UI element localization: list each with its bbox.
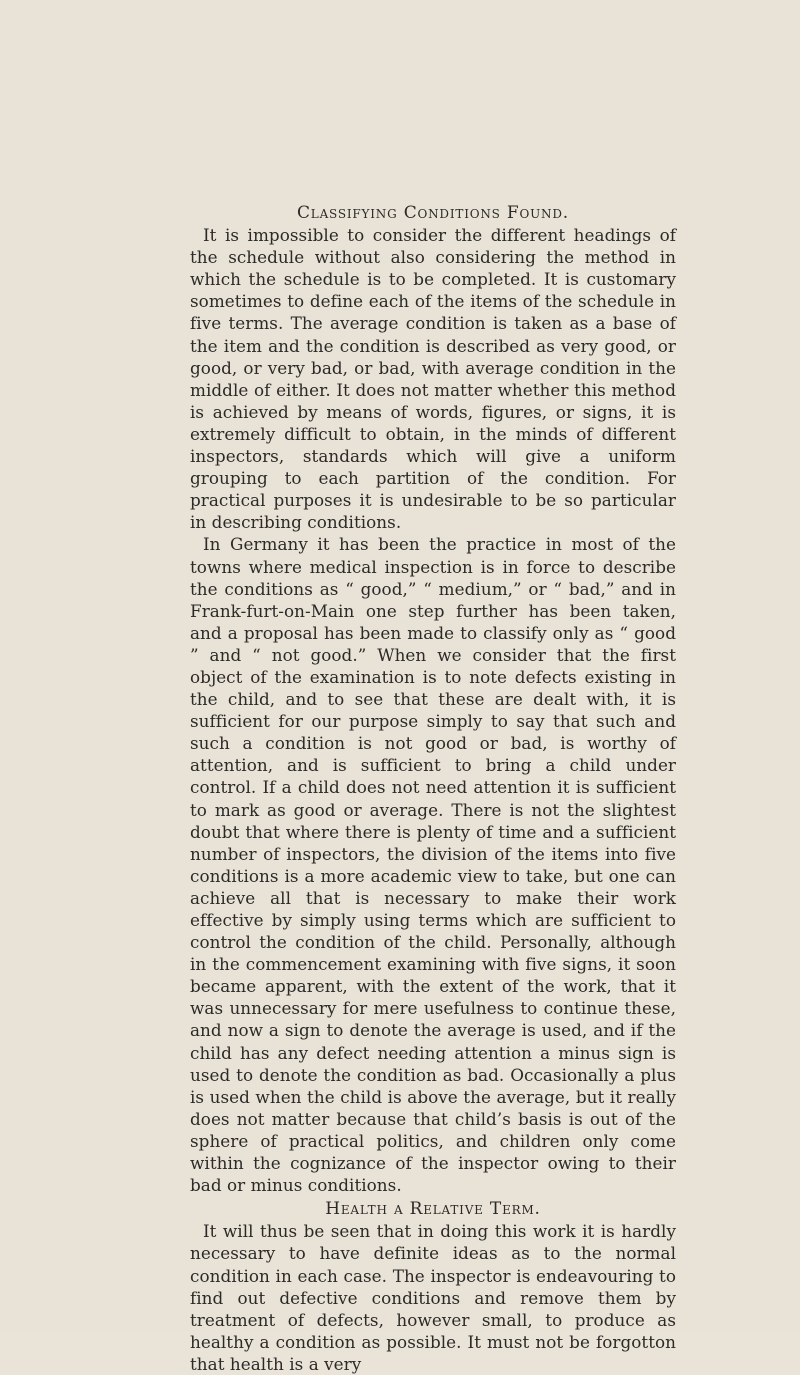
paragraph-impossible-to-consider: It is impossible to consider the different headings of the schedule without also considering the method in which the schedule is to be completed. It is customary sometimes to define each of the items of the schedule in five terms. The average condition is taken as a base of the item and the condition is described as very good, or good, or very bad, or bad, with average condition in the middle of either. It does not matter whether this method is achieved by means of words, figures, or signs, it is extremely difficult to obtain, in the minds of different inspectors, standards which will give a uniform grouping to each partition of the condition. For practical purposes it is undesirable to be so particular in describing conditions. bbox=[190, 225, 676, 533]
section-heading-health-relative-term: Health a Relative Term. bbox=[325, 1199, 541, 1220]
section-heading-classifying-conditions: Classifying Conditions Found. bbox=[297, 203, 569, 223]
paragraph-germany-practice: In Germany it has been the practice in most of the towns where medical inspection is in force to describe the conditions as “ good,” “ medium,” or “ bad,” and in Frank-furt-on-Main one step further has been taken, and a proposal has been made to classify only as “ good ” and “ not good.” When we consider that the first object of the examination is to note defects existing in the child, and to see that these are dealt with, it is sufficient for our purpose simply to say that such and such a condition is not good or bad, is worthy of attention, and is sufficient to bring a child under control. If a child does not need attention it is sufficient to mark as good or average. There is not the slightest doubt that where there is plenty of time and a sufficient number of inspectors, the division of the items into five conditions is a more academic view to take, but one can achieve all that is necessary to make their work effective by simply using terms which are sufficient to control the condition of the child. Personally, although in the commencement examining with five signs, it soon became apparent, with the extent of the work, that it was unnecessary for mere usefulness to continue these, and now a sign to denote the average is used, and if the child has any defect needing attention a minus sign is used to denote the condition as bad. Occasionally a plus is used when the child is above the average, but it really does not matter because that child’s basis is out of the sphere of practical politics, and children only come within the cognizance of the inspector owing to their bad or minus conditions. bbox=[190, 534, 676, 1196]
paragraph-health-relative: It will thus be seen that in doing this work it is hardly necessary to have definite ideas as to the normal condition in each case. The inspector is endeavouring to find out defective conditions and remove them by treatment of defects, however small, to produce as healthy a condition as possible. It must not be forgotton that health is a very bbox=[190, 1221, 676, 1374]
page-text bbox=[190, 202, 676, 1375]
